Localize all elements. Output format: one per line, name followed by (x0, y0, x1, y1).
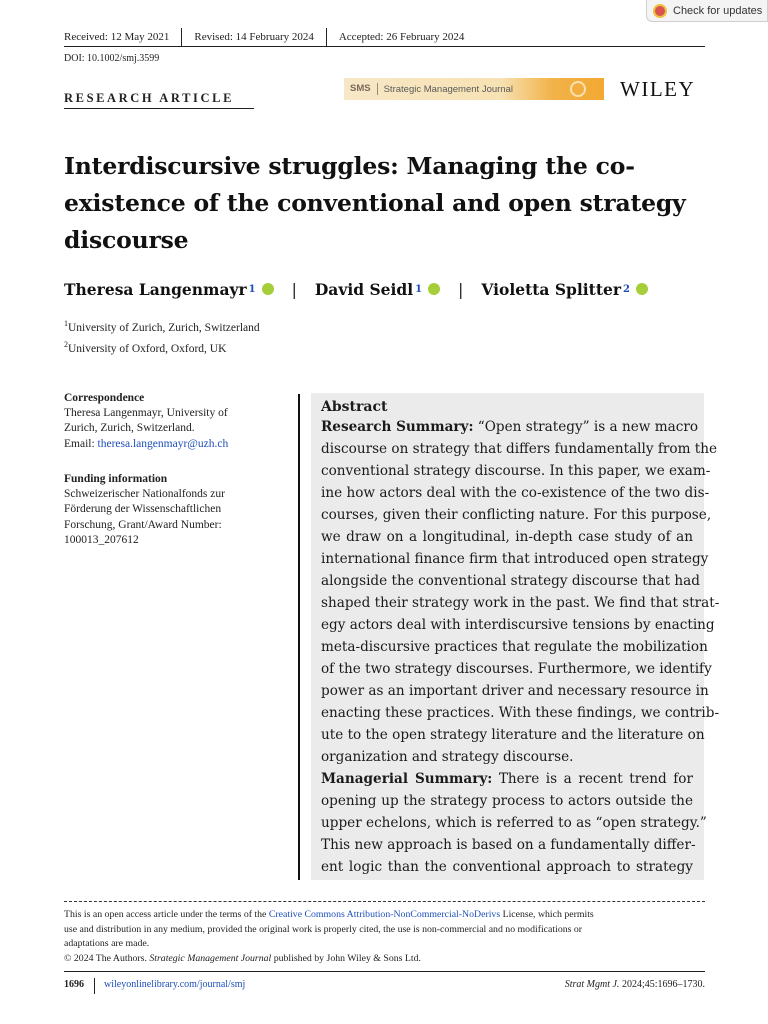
abstract-line: power as an important driver and necessary resource in (321, 683, 709, 699)
abstract-box (311, 393, 720, 880)
check-for-updates-button[interactable] (646, 0, 768, 22)
affiliation-number: 2 (64, 340, 68, 349)
accepted-date: Accepted: 26 February 2024 (338, 31, 465, 43)
copyright-journal: Strategic Management Journal (149, 952, 272, 964)
citation-details: 2024;45:1696–1730. (619, 979, 705, 990)
abstract-line: opening up the strategy process to actors outside the (321, 793, 693, 809)
affiliation (64, 340, 226, 355)
author-name[interactable]: David Seidl (314, 280, 414, 299)
correspondence-line: Theresa Langenmayr, University of (64, 407, 228, 420)
funding-block (64, 472, 289, 548)
funding-line: 100013_207612 (64, 533, 139, 546)
abstract-line (321, 416, 699, 438)
check-for-updates-label: Check for updates (673, 4, 763, 17)
abstract-line: ine how actors deal with the co-existence of the two dis- (321, 485, 710, 501)
research-summary-label: Research Summary: (321, 419, 474, 435)
footer-dotted-rule (64, 901, 705, 902)
funding-heading: Funding information (64, 473, 168, 485)
affiliation (64, 319, 260, 334)
divider (181, 28, 182, 46)
journal-logo-icon (570, 81, 586, 97)
page-bar (64, 978, 705, 994)
abstract-line: international finance firm that introduced open strategy (321, 551, 709, 567)
orcid-icon[interactable] (428, 283, 440, 295)
orcid-icon[interactable] (262, 283, 274, 295)
revised-date: Revised: 14 February 2024 (194, 31, 314, 43)
abstract-line: meta-discursive practices that regulate the mobilization (321, 639, 708, 655)
received-date: Received: 12 May 2021 (64, 31, 170, 43)
correspondence-line: Zurich, Zurich, Switzerland. (64, 422, 195, 435)
divider (326, 28, 327, 46)
title-line: existence of the conventional and open strategy (64, 189, 686, 217)
title-line: discourse (64, 226, 189, 254)
correspondence-heading: Correspondence (64, 392, 145, 404)
journal-abbr: SMS (344, 83, 378, 95)
title-line: Interdiscursive struggles: Managing the co- (64, 152, 635, 180)
author-separator: | (458, 280, 464, 299)
abstract-line: courses, given their conflicting nature. For this purpose, (321, 507, 712, 523)
license-line (64, 908, 705, 923)
article-type: RESEARCH ARTICLE (64, 91, 235, 105)
author-affiliation-number: 1 (415, 284, 423, 295)
author-affiliation-number: 2 (623, 284, 630, 295)
journal-name: Strategic Management Journal (383, 83, 513, 95)
author-list (64, 280, 648, 299)
journal-url-link[interactable]: wileyonlinelibrary.com/journal/smj (104, 979, 246, 990)
affiliation-text: University of Zurich, Zurich, Switzerland (68, 322, 260, 334)
abstract-line: upper echelons, which is referred to as “open strategy.” (321, 815, 707, 831)
footer-rule (64, 971, 705, 972)
abstract-text: There is a recent trend for (498, 771, 693, 787)
abstract-line: conventional strategy discourse. In this paper, we exam- (321, 463, 711, 479)
abstract-line: alongside the conventional strategy discourse that had (321, 573, 700, 589)
article-type-underline (64, 108, 254, 109)
abstract-line: of the two strategy discourses. Furthermore, we identify (321, 661, 712, 677)
copyright-text: published by John Wiley & Sons Ltd. (271, 952, 421, 964)
citation-journal: Strat Mgmt J. (564, 979, 620, 990)
license-line: adaptations are made. (64, 938, 150, 949)
abstract-line: shaped their strategy work in the past. We find that strat- (321, 595, 720, 611)
author-name[interactable]: Violetta Splitter (481, 280, 622, 299)
license-link[interactable]: Creative Commons Attribution-NonCommercial-NoDerivs (268, 909, 501, 920)
copyright-text: © 2024 The Authors. (64, 952, 150, 964)
license-line: use and distribution in any medium, provided the original work is properly cited, the use is non-commercial and no modifications or (64, 923, 583, 935)
funding-line: Förderung der Wissenschaftlichen (64, 503, 222, 516)
abstract-text: “Open strategy” is a new macro (477, 419, 699, 435)
license-text: This is an open access article under the terms of the (64, 909, 269, 920)
affiliation-number: 1 (64, 319, 68, 328)
managerial-summary-label: Managerial Summary: (321, 771, 493, 787)
abstract-heading: Abstract (321, 399, 388, 415)
doi[interactable]: DOI: 10.1002/smj.3599 (64, 53, 160, 64)
abstract-line: This new approach is based on a fundamentally differ- (321, 837, 696, 853)
abstract-line (321, 768, 693, 790)
header-rule (64, 46, 705, 47)
abstract-line: organization and strategy discourse. (321, 749, 574, 765)
orcid-icon[interactable] (636, 283, 648, 295)
journal-banner[interactable] (344, 78, 604, 100)
email-label: Email: (64, 437, 98, 450)
abstract-line: discourse on strategy that differs fundamentally from the (321, 441, 718, 457)
abstract-line: ute to the open strategy literature and the literature on (321, 727, 705, 743)
publication-dates (64, 28, 476, 46)
correspondence-block (64, 391, 289, 452)
page-number: 1696 (64, 979, 84, 990)
article-title (64, 148, 714, 259)
abstract-line: we draw on a longitudinal, in-depth case study of an (321, 529, 693, 545)
crossmark-icon (653, 4, 667, 18)
license-footnote (64, 908, 705, 966)
author-name[interactable]: Theresa Langenmayr (64, 280, 247, 299)
funding-line: Schweizerischer Nationalfonds zur (64, 488, 225, 501)
publisher-logo[interactable]: WILEY (620, 77, 696, 101)
affiliation-text: University of Oxford, Oxford, UK (68, 343, 227, 355)
funding-line: Forschung, Grant/Award Number: (64, 518, 222, 531)
abstract-line: ent logic than the conventional approach to strategy (321, 859, 693, 875)
copyright-line (64, 952, 705, 967)
license-text: License, which permits (500, 909, 594, 920)
email-line (64, 437, 289, 452)
email-link[interactable]: theresa.langenmayr@uzh.ch (97, 437, 229, 450)
citation (565, 979, 705, 990)
author-separator: | (291, 280, 297, 299)
abstract-line: enacting these practices. With these findings, we contrib- (321, 705, 720, 721)
author-affiliation-number: 1 (248, 284, 256, 295)
divider (94, 978, 95, 994)
abstract-divider (298, 394, 300, 880)
abstract-line: egy actors deal with interdiscursive tensions by enacting (321, 617, 715, 633)
